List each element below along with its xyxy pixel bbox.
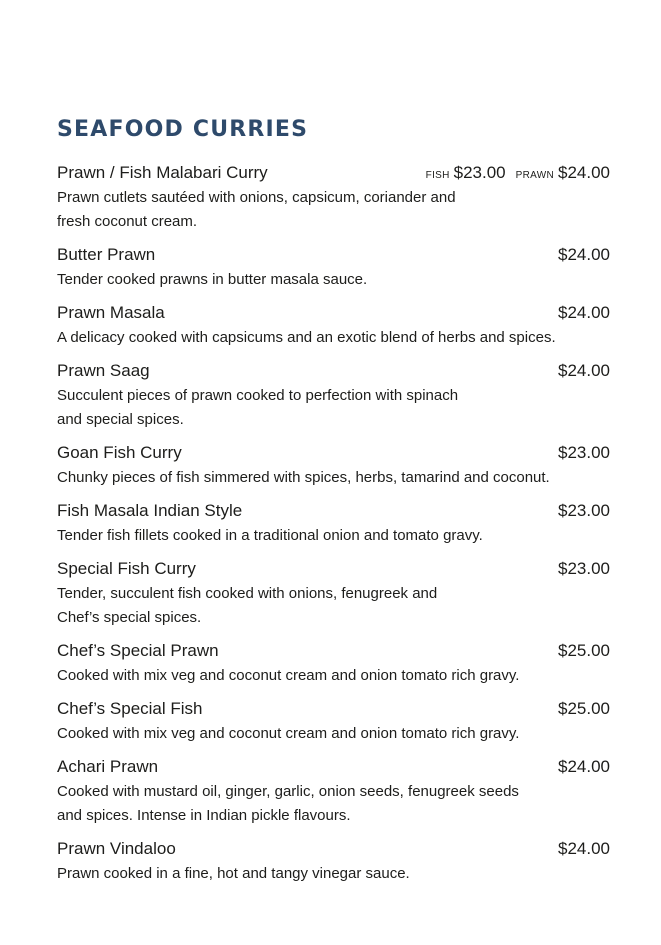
item-price: $24.00 <box>558 361 610 380</box>
description-line: Prawn cutlets sautéed with onions, capsicum, coriander and <box>57 189 456 206</box>
item-description: Tender fish fillets cooked in a traditional onion and tomato gravy. <box>57 527 483 544</box>
description-line: Succulent pieces of prawn cooked to perfection with spinach <box>57 387 459 404</box>
item-description: Cooked with mix veg and coconut cream and onion tomato rich gravy. <box>57 667 520 684</box>
item-description: Tender cooked prawns in butter masala sauce. <box>57 271 368 288</box>
item-description <box>57 186 610 234</box>
item-price: $24.00 <box>558 839 610 858</box>
item-description: Chunky pieces of fish simmered with spices, herbs, tamarind and coconut. <box>57 469 550 486</box>
item-description: A delicacy cooked with capsicums and an exotic blend of herbs and spices. <box>57 329 556 346</box>
description-line: Tender, succulent fish cooked with onions, fenugreek and <box>57 585 438 602</box>
item-price: $24.00 <box>558 757 610 776</box>
fish-price-label: FISH <box>425 170 450 181</box>
description-line: fresh coconut cream. <box>57 213 198 230</box>
item-description <box>57 780 610 828</box>
item-name: Butter Prawn <box>57 245 156 264</box>
item-name: Chef’s Special Fish <box>57 699 203 718</box>
menu-item-achari-prawn <box>57 754 610 828</box>
item-price: $23.00 <box>558 501 610 520</box>
item-name: Chef’s Special Prawn <box>57 641 219 660</box>
item-price: $24.00 <box>558 303 610 322</box>
item-price: $24.00 <box>558 245 610 264</box>
menu-item-chefs-special-prawn <box>57 638 610 688</box>
item-description <box>57 582 610 630</box>
item-name: Goan Fish Curry <box>57 443 182 462</box>
item-name: Prawn Saag <box>57 361 150 380</box>
item-name: Prawn Vindaloo <box>57 839 176 858</box>
menu-item-prawn-vindaloo <box>57 836 610 886</box>
item-name: Fish Masala Indian Style <box>57 501 243 520</box>
item-name: Special Fish Curry <box>57 559 196 578</box>
item-name: Achari Prawn <box>57 757 159 776</box>
item-price-group <box>426 160 610 189</box>
menu-item-goan-fish-curry <box>57 440 610 490</box>
prawn-price-label: PRAWN <box>515 170 554 181</box>
menu-item-special-fish-curry <box>57 556 610 630</box>
description-line: and special spices. <box>57 411 184 428</box>
item-name: Prawn / Fish Malabari Curry <box>57 163 268 182</box>
description-line: and spices. Intense in Indian pickle flavours. <box>57 807 351 824</box>
item-price: $23.00 <box>558 559 610 578</box>
menu-item-chefs-special-fish <box>57 696 610 746</box>
item-description: Prawn cooked in a fine, hot and tangy vinegar sauce. <box>57 865 410 882</box>
section-title: SEAFOOD CURRIES <box>57 117 309 142</box>
item-price: $23.00 <box>558 443 610 462</box>
item-description: Cooked with mix veg and coconut cream and onion tomato rich gravy. <box>57 725 520 742</box>
menu-item-malabari-curry <box>57 160 610 234</box>
item-name: Prawn Masala <box>57 303 165 322</box>
description-line: Cooked with mustard oil, ginger, garlic, onion seeds, fenugreek seeds <box>57 783 519 800</box>
item-price: $25.00 <box>558 699 610 718</box>
menu-item-prawn-saag <box>57 358 610 432</box>
menu-page <box>57 115 610 894</box>
description-line: Chef’s special spices. <box>57 609 202 626</box>
item-description <box>57 384 610 432</box>
menu-item-fish-masala <box>57 498 610 548</box>
fish-price: $23.00 <box>453 163 506 182</box>
item-price: $25.00 <box>558 641 610 660</box>
prawn-price: $24.00 <box>558 163 610 182</box>
menu-item-prawn-masala <box>57 300 610 350</box>
menu-item-butter-prawn <box>57 242 610 292</box>
